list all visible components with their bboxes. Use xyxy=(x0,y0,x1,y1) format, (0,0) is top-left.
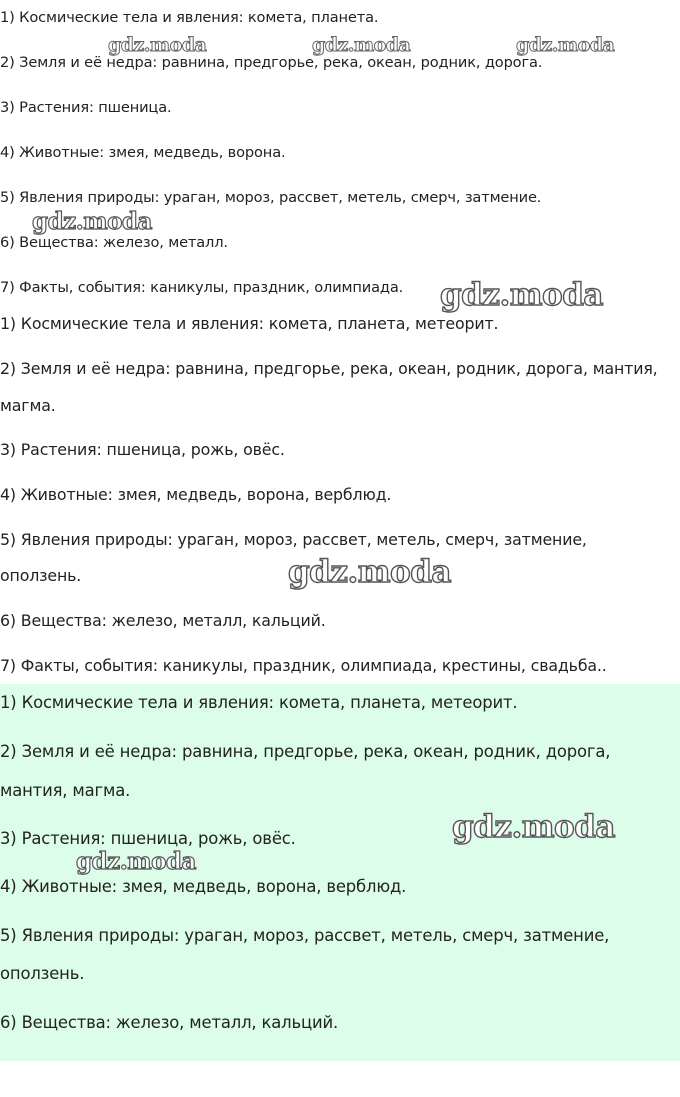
block2-line-3: магма. xyxy=(0,396,56,415)
block2-line-2: 2) Земля и её недра: равнина, предгорье, река, океан, родник, дорога, мантия, xyxy=(0,359,658,378)
watermark-logo: gdz.moda xyxy=(312,34,411,56)
watermark-logo: gdz.moda xyxy=(76,848,196,875)
block3-line-5: 4) Животные: змея, медведь, ворона, верблюд. xyxy=(0,877,407,896)
watermark-logo: gdz.moda xyxy=(516,34,615,56)
block2-line-1: 1) Космические тела и явления: комета, планета, метеорит. xyxy=(0,314,499,333)
block1-line-3: 3) Растения: пшеница. xyxy=(0,99,172,116)
watermark-logo: gdz.moda xyxy=(440,277,603,313)
block3-line-4: 3) Растения: пшеница, рожь, овёс. xyxy=(0,829,296,848)
block2-line-4: 3) Растения: пшеница, рожь, овёс. xyxy=(0,440,285,459)
watermark-logo: gdz.moda xyxy=(108,34,207,56)
block3-line-6: 5) Явления природы: ураган, мороз, рассвет, метель, смерч, затмение, xyxy=(0,926,610,945)
block1-line-7: 7) Факты, события: каникулы, праздник, олимпиада. xyxy=(0,279,404,296)
block1-line-6: 6) Вещества: железо, металл. xyxy=(0,234,228,251)
block3-line-3: мантия, магма. xyxy=(0,781,131,800)
block3-line-7: оползень. xyxy=(0,964,85,983)
block2-line-8: 6) Вещества: железо, металл, кальций. xyxy=(0,611,326,630)
block3-line-1: 1) Космические тела и явления: комета, планета, метеорит. xyxy=(0,693,518,712)
block1-line-5: 5) Явления природы: ураган, мороз, рассвет, метель, смерч, затмение. xyxy=(0,189,542,206)
block3-line-2: 2) Земля и её недра: равнина, предгорье, река, океан, родник, дорога, xyxy=(0,742,611,761)
block1-line-4: 4) Животные: змея, медведь, ворона. xyxy=(0,144,286,161)
watermark-logo: gdz.moda xyxy=(452,809,615,845)
block3-line-8: 6) Вещества: железо, металл, кальций. xyxy=(0,1013,339,1032)
watermark-logo: gdz.moda xyxy=(32,208,152,235)
block2-line-7: оползень. xyxy=(0,566,82,585)
block2-line-9: 7) Факты, события: каникулы, праздник, олимпиада, крестины, свадьба.. xyxy=(0,656,607,675)
block2-line-6: 5) Явления природы: ураган, мороз, рассвет, метель, смерч, затмение, xyxy=(0,530,587,549)
block1-line-1: 1) Космические тела и явления: комета, планета. xyxy=(0,9,379,26)
block1-line-2: 2) Земля и её недра: равнина, предгорье, река, океан, родник, дорога. xyxy=(0,54,543,71)
block2-line-5: 4) Животные: змея, медведь, ворона, верблюд. xyxy=(0,485,392,504)
watermark-logo: gdz.moda xyxy=(288,554,451,590)
